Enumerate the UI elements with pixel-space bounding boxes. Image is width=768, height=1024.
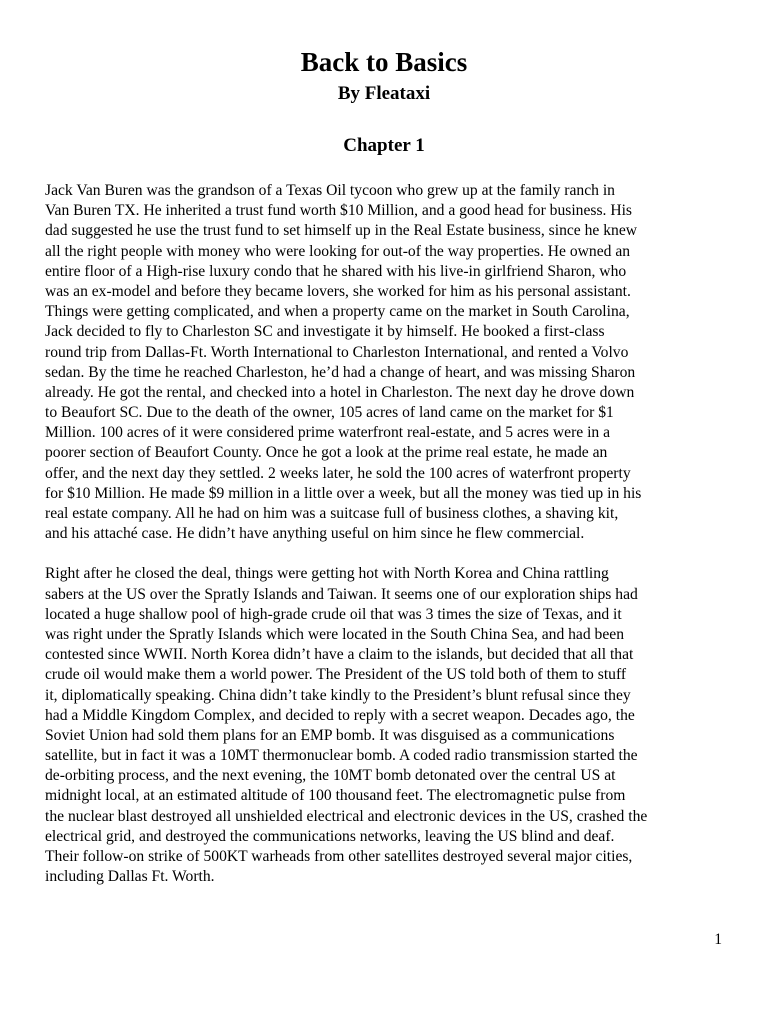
text-line: crude oil would make them a world power. The President of the US told both of them to stuff (45, 666, 627, 684)
page-number: 1 (714, 931, 722, 948)
text-line: it, diplomatically speaking. China didn’t take kindly to the President’s blunt refusal since they (45, 686, 631, 704)
text-line: including Dallas Ft. Worth. (45, 868, 215, 886)
text-line: Things were getting complicated, and when a property came on the market in South Carolina, (45, 303, 630, 321)
paragraph-2 (45, 564, 735, 887)
text-line: Their follow-on strike of 500KT warheads from other satellites destroyed several major cities, (45, 848, 633, 865)
text-line: de-orbiting process, and the next evening, the 10MT bomb detonated over the central US at (45, 767, 616, 785)
chapter-heading: Chapter 1 (343, 135, 425, 156)
text-line: for $10 Million. He made $9 million in a little over a week, but all the money was tied up in his (45, 484, 642, 502)
document-title: Back to Basics (300, 47, 468, 77)
text-line: entire floor of a High-rise luxury condo that he shared with his live-in girlfriend Sharon, who (45, 262, 627, 280)
text-line: was an ex-model and before they became lovers, she worked for him as his personal assistant. (45, 282, 631, 300)
text-line: already. He got the rental, and checked into a hotel in Charleston. The next day he drove down (45, 383, 635, 401)
text-line: Right after he closed the deal, things were getting hot with North Korea and China rattling (45, 565, 609, 583)
text-line: Soviet Union had sold them plans for an EMP bomb. It was disguised as a communications (45, 726, 615, 744)
text-line: sabers at the US over the Spratly Islands and Taiwan. It seems one of our exploration ships had (45, 585, 638, 603)
paragraph-1 (45, 181, 735, 544)
text-line: electrical grid, and destroyed the communications networks, leaving the US blind and deaf. (45, 827, 615, 845)
text-line: Jack Van Buren was the grandson of a Texas Oil tycoon who grew up at the family ranch in (45, 182, 615, 199)
text-line: to Beaufort SC. Due to the death of the owner, 105 acres of land came on the market for $1 (45, 404, 614, 422)
text-line: dad suggested he use the trust fund to set himself up in the Real Estate business, since he knew (45, 222, 638, 240)
text-line: Van Buren TX. He inherited a trust fund worth $10 Million, and a good head for business. His (45, 202, 632, 220)
text-line: satellite, but in fact it was a 10MT thermonuclear bomb. A coded radio transmission started the (45, 747, 638, 765)
text-line: sedan. By the time he reached Charleston, he’d had a change of heart, and was missing Sharon (45, 363, 636, 381)
text-line: poorer section of Beaufort County. Once he got a look at the prime real estate, he made an (45, 444, 608, 462)
text-line: had a Middle Kingdom Complex, and decided to reply with a secret weapon. Decades ago, the (45, 706, 635, 724)
text-line: Million. 100 acres of it were considered prime waterfront real-estate, and 5 acres were in a (45, 424, 611, 442)
text-line: located a huge shallow pool of high-grade crude oil that was 3 times the size of Texas, and it (45, 605, 622, 623)
text-line: real estate company. All he had on him was a suitcase full of business clothes, a shaving kit, (45, 505, 619, 522)
text-line: round trip from Dallas-Ft. Worth International to Charleston International, and rented a Volvo (45, 343, 629, 361)
text-line: and his attaché case. He didn’t have anything useful on him since he flew commercial. (45, 525, 585, 543)
text-line: all the right people with money who were looking for out-of the way properties. He owned an (45, 242, 631, 260)
text-line: Jack decided to fly to Charleston SC and investigate it by himself. He booked a first-class (45, 323, 605, 341)
text-line: the nuclear blast destroyed all unshielded electrical and electronic devices in the US, crashed the (45, 807, 648, 825)
text-line: contested since WWII. North Korea didn’t have a claim to the islands, but decided that all that (45, 646, 634, 664)
author-byline: By Fleataxi (337, 83, 431, 104)
text-line: was right under the Spratly Islands which were located in the South China Sea, and had been (45, 625, 624, 643)
text-line: offer, and the next day they settled. 2 weeks later, he sold the 100 acres of waterfront property (45, 464, 631, 482)
document-body (45, 181, 735, 887)
text-line: midnight local, at an estimated altitude of 100 thousand feet. The electromagnetic pulse from (45, 787, 626, 805)
